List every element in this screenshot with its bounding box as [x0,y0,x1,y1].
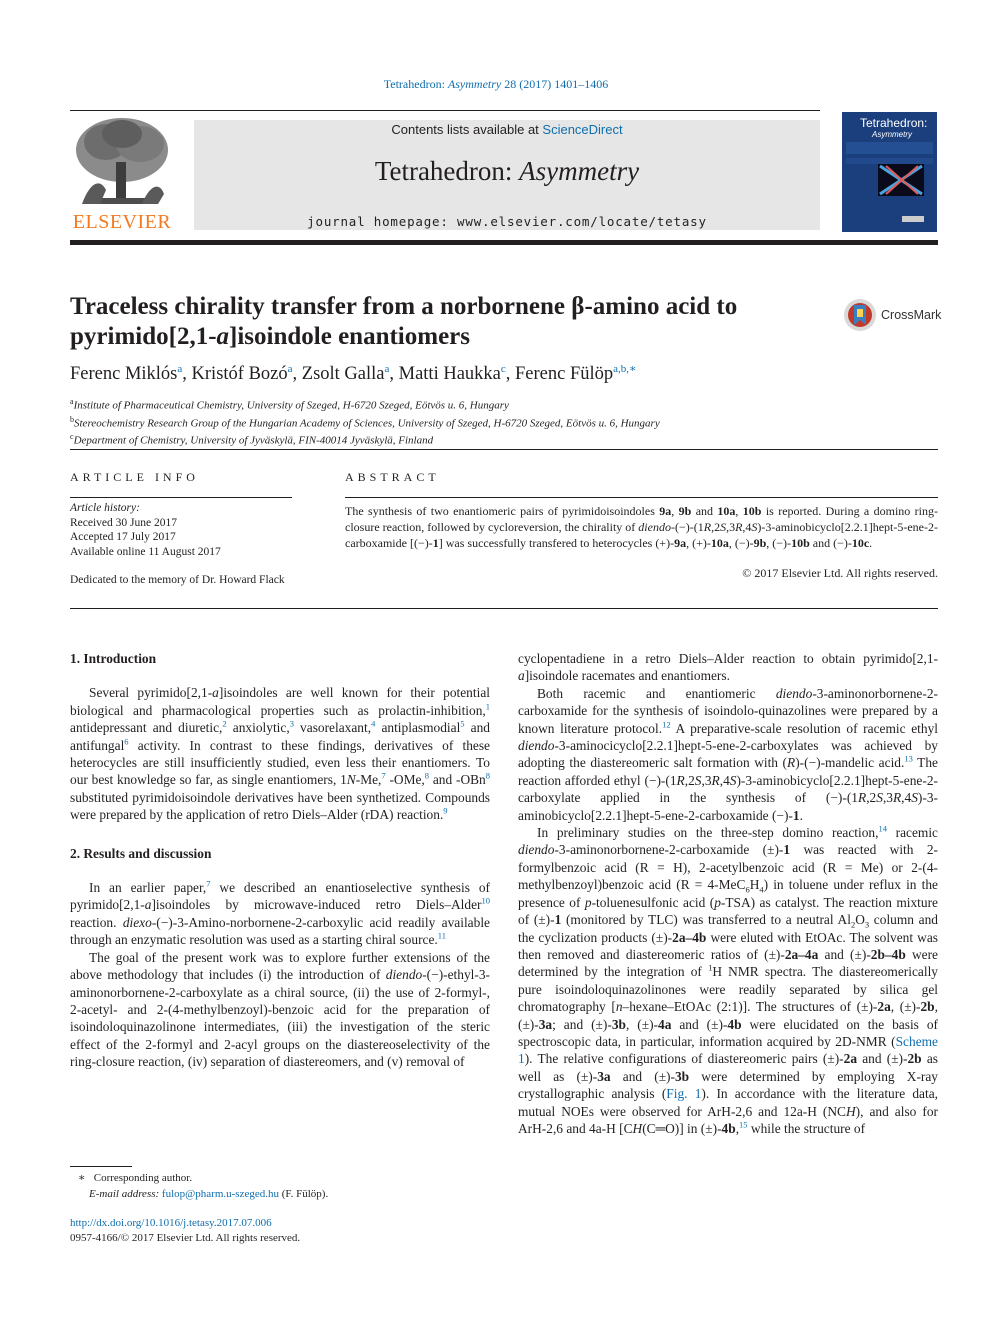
scheme-link[interactable]: Scheme 1 [518,1033,938,1067]
article-history: Article history: Received 30 June 2017 Accepted 17 July 2017 Available online 11 August 2017 [70,502,221,558]
affiliation-item: $^c$Department of Chemistry, University of Jyväskylä, FIN-40014 Jyväskylä, Finland [70,432,434,447]
cover-subtitle: Asymmetry [872,130,912,139]
publisher-name: ELSEVIER [72,211,172,233]
paragraph: In preliminary studies on the three-step domino reaction,$^{14}$ racemic diendo-3-aminonorbornene-2-carboxamide (±)-1 was reacted with 2-formylbenzoic acid (R = H), 2-acetylbenzoic acid (R = Me) or 2-(4-methylbenzoyl)benzoic acid $(R = 4-MeC_6H_4)$ in toluene under reflux in the presence of p-toluenesulfonic acid (p-TSA) as catalyst. The reaction mixture of (±)-1 (monitored by TLC) was transferred to a neutral $Al_2O_3$ column and the cyclization products (±)-2a–4b were eluted with EtOAc. The solvent was then removed and diastereomeric ratios of (±)-2a–4a and (±)-2b–4b were determined by the integration of $^1$H NMR spectra. The diastereomerically pure isoindoloquinazolinones were readily separated by silica gel chromatography [n–hexane–EtOAc (2:1)]. The structures of (±)-2a, (±)-2b, (±)-3a; and (±)-3b, (±)-4a and (±)-4b were elucidated on the basis of spectroscopic data, in particular, information acquired by 2D-NMR (Scheme 1). The relative configurations of diastereomeric pairs (±)-2a and (±)-2b as well as (±)-3a and (±)-3b were determined by employing X-ray crystallographic analysis (Fig. 1). In accordance with the literature data, mutual NOEs were observed for ArH-2,6 and 12a-H (NCH), and also for ArH-2,6 and 4a-H [CH(C═O)] in (±)-4b,$^{15}$ while the structure of [518,823,939,1136]
abstract-copyright: © 2017 Elsevier Ltd. All rights reserved. [742,566,938,580]
cover-art-icon [842,112,937,232]
author[interactable]: Zsolt Galla [301,364,385,385]
doi-link[interactable]: http://dx.doi.org/10.1016/j.tetasy.2017.07.006 [70,1217,272,1229]
author[interactable]: Ferenc Fülöp [515,364,614,385]
paragraph: cyclopentadiene in a retro Diels–Alder reaction to obtain pyrimido[2,1-a]isoindole racemates and enantiomers. [518,651,938,684]
author-affiliation-mark[interactable]: a [287,363,293,375]
footnote-rule [70,1166,132,1167]
author[interactable]: Matti Haukka [398,364,501,385]
journal-homepage: journal homepage: www.elsevier.com/locate/tetasy [307,214,707,229]
paragraph: The goal of the present work was to explore further extensions of the above methodology that includes (i) the introduction of diendo-(−)-ethyl-3-aminonorbornene-2-carboxylate as a chiral source, (ii) the use of 2-formyl-, 2-acetyl- and 2-(4-methylbenzoyl)-benzoic acid for the preparation of isoindoloquinazolinone intermediates, (iii) the investigation of the steric effect of the 2-formyl and 2-acyl groups on the diastereoselectivity of the ring-closure reaction, (iv) separation of diastereomers, and (v) removal of [70,949,490,1070]
divider [70,608,938,609]
crossmark-icon [843,297,877,333]
divider [345,497,938,498]
author-affiliation-mark[interactable]: a [177,363,183,375]
issn-line: 0957-4166/© 2017 Elsevier Ltd. All rights reserved. [70,1232,301,1244]
section-heading-introduction: 1. Introduction [70,651,157,666]
divider [70,449,938,450]
affiliation-item: $^b$Stereochemistry Research Group of the Hungarian Academy of Sciences, University of Szeged, H-6720 Szeged, Eötvös u. 6, Hungary [70,414,660,430]
affiliation-item: $^a$Institute of Pharmaceutical Chemistry, University of Szeged, H-6720 Szeged, Eötvös u. 6, Hungary [70,397,509,412]
author-affiliation-mark[interactable]: c [500,363,506,375]
author-list: Ferenc Miklós$^a$, Kristóf Bozó$^a$, Zsolt Galla$^a$, Matti Haukka$^c$, Ferenc Fülöp$^{a,b,∗}$ [70,363,637,385]
affiliations [70,395,930,448]
doi-block [70,1216,300,1246]
left-column [70,650,490,1071]
journal-title: Tetrahedron: Asymmetry [374,156,640,186]
author[interactable]: Ferenc Miklós [70,364,178,385]
author[interactable]: Kristóf Bozó [191,364,288,385]
contents-line: Contents lists available at ScienceDirect [391,122,623,137]
dedication: Dedicated to the memory of Dr. Howard Flack [70,574,285,586]
homepage-url[interactable]: www.elsevier.com/locate/tetasy [457,214,707,229]
crossmark-badge[interactable] [843,297,943,333]
email-link[interactable]: fulop@pharm.u-szeged.hu [161,1188,279,1200]
article-title: Traceless chirality transfer from a norbornene β-amino acid to pyrimido[2,1-a]isoindole enantiomers [70,293,738,350]
cover-title: Tetrahedron: [860,116,928,130]
elsevier-logo [70,112,174,234]
paragraph: In an earlier paper,$^7$ we described an enantioselective synthesis of pyrimido[2,1-a]isoindoles by microwave-induced retro Diels–Alder$^{10}$ reaction. diexo-(−)-3-Amino-norbornene-2-carboxylic acid readily available through an enzymatic resolution was used as a starting chiral source.$^{11}$ [70,878,490,948]
sciencedirect-link[interactable]: ScienceDirect [542,122,623,137]
abstract-text: The synthesis of two enantiomeric pairs of pyrimidoisoindoles 9a, 9b and 10a, 10b is reported. During a domino ring-closure reaction, followed by cycloreversion, the chirality of diendo-(−)-(1R,2S,3R,4S)-3-aminobicyclo[2.2.1]hept-5-ene-2-carboxamide [(−)-1] was successfully transfered to heterocycles (+)-9a, (+)-10a, (−)-9b, (−)-10b and (−)-10c. [345,504,939,550]
paragraph: Both racemic and enantiomeric diendo-3-aminonorbornene-2-carboxamide for the synthesis of isoindolo-quinazolines were prepared by a known literature protocol.$^{12}$ A preparative-scale resolution of racemic ethyl diendo-3-aminocicyclo[2.2.1]hept-5-ene-2-carboxylates was achieved by adopting the diastereomeric salt formation with (R)-(−)-mandelic acid.$^{13}$ The reaction afforded ethyl (−)-(1R,2S,3R,4S)-3-aminobicyclo[2.2.1]hept-5-ene-2-carboxylate applied in the synthesis of (−)-(1R,2S,3R,4S)-3-aminobicyclo[2.2.1]hept-5-ene-2-carboxamide (−)-1. [518,685,938,823]
figure-link[interactable]: Fig. 1 [666,1086,702,1102]
author-affiliation-mark[interactable]: a [384,363,390,375]
footnotes: ∗ Corresponding author. E-mail address: fulop@pharm.u-szeged.hu (F. Fülöp). [78,1172,329,1200]
divider [70,497,292,498]
article-info-heading: ARTICLE INFO [70,470,199,484]
section-heading-results: 2. Results and discussion [70,845,212,861]
tree-icon [70,112,174,212]
header-thick-rule [70,240,938,245]
right-column [518,650,938,1137]
paragraph: Several pyrimido[2,1-a]isoindoles are well known for their potential biological and pharmacological properties such as prolactin-inhibition,$^1$ antidepressant and diuretic,$^2$ anxiolytic,$^3$ vasorelaxant,$^4$ antiplasmodial$^5$ and antifungal$^6$ activity. In contrast to these findings, derivatives of these heterocycles are still insufficiently studied, even less their enantiomers. To our best knowledge so far, as single enantiomers, 1N-Me,$^7$ -OMe,$^8$ and -OBn$^8$ substituted pyrimidoisoindole derivatives have been synthetized. Compounds were prepared by the application of retro Diels–Alder (rDA) reaction.$^9$ [70,685,490,823]
header-rule [70,110,820,111]
journal-banner [194,120,820,230]
journal-cover[interactable] [842,112,937,232]
journal-citation[interactable]: Tetrahedron: Asymmetry 28 (2017) 1401–1406 [383,77,609,91]
author-affiliation-mark[interactable]: a,b,∗ [613,363,637,375]
crossmark-label: CrossMark [881,308,942,322]
abstract-heading: ABSTRACT [345,470,440,484]
